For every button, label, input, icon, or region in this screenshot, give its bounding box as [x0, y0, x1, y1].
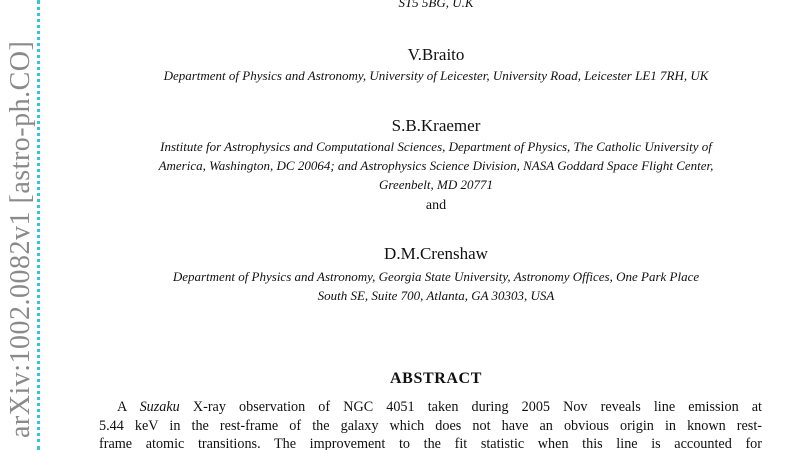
affiliation-braito: Department of Physics and Astronomy, University of Leicester, University Road, Leicester LE1 7RH, UK — [163, 68, 709, 83]
affiliation-crenshaw-line-1: Department of Physics and Astronomy, Georgia State University, Astronomy Offices, One Park Place — [172, 269, 700, 284]
abstract-line-1-start: A — [117, 399, 140, 415]
abstract-line-1 — [99, 398, 762, 417]
abstract-heading: ABSTRACT — [390, 370, 482, 387]
author-name-kraemer: S.B.Kraemer — [391, 116, 481, 135]
affiliation-kraemer-line-1: Institute for Astrophysics and Computational Sciences, Department of Physics, The Catholic University of — [160, 139, 712, 154]
arxiv-margin-stamp — [0, 0, 41, 450]
abstract-body — [99, 398, 762, 450]
abstract-line-3: frame atomic transitions. The improvement to the fit statistic when this line is accounted for — [99, 436, 762, 450]
abstract-line-2: 5.44 keV in the rest-frame of the galaxy which does not have an obvious origin in known rest- — [99, 417, 762, 434]
abstract-line-1-rest: X-ray observation of NGC 4051 taken during 2005 Nov reveals line emission at — [179, 399, 762, 415]
author-name-crenshaw: D.M.Crenshaw — [384, 244, 488, 263]
margin-dotted-rule — [37, 0, 40, 450]
affiliation-kraemer-line-2: America, Washington, DC 20064; and Astrophysics Science Division, NASA Goddard Space Flight Center, — [158, 158, 714, 173]
affiliation-crenshaw-line-2: South SE, Suite 700, Atlanta, GA 30303, USA — [317, 288, 555, 303]
author-conjunction: and — [425, 198, 447, 213]
author-name-braito: V.Braito — [407, 45, 465, 64]
mission-name: Suzaku — [139, 399, 180, 415]
previous-affiliation-tail: ST5 5BG, U.K — [398, 0, 474, 10]
arxiv-identifier: arXiv:1002.0082v1 [astro-ph.CO] — [5, 40, 36, 438]
affiliation-kraemer-line-3: Greenbelt, MD 20771 — [379, 177, 493, 192]
